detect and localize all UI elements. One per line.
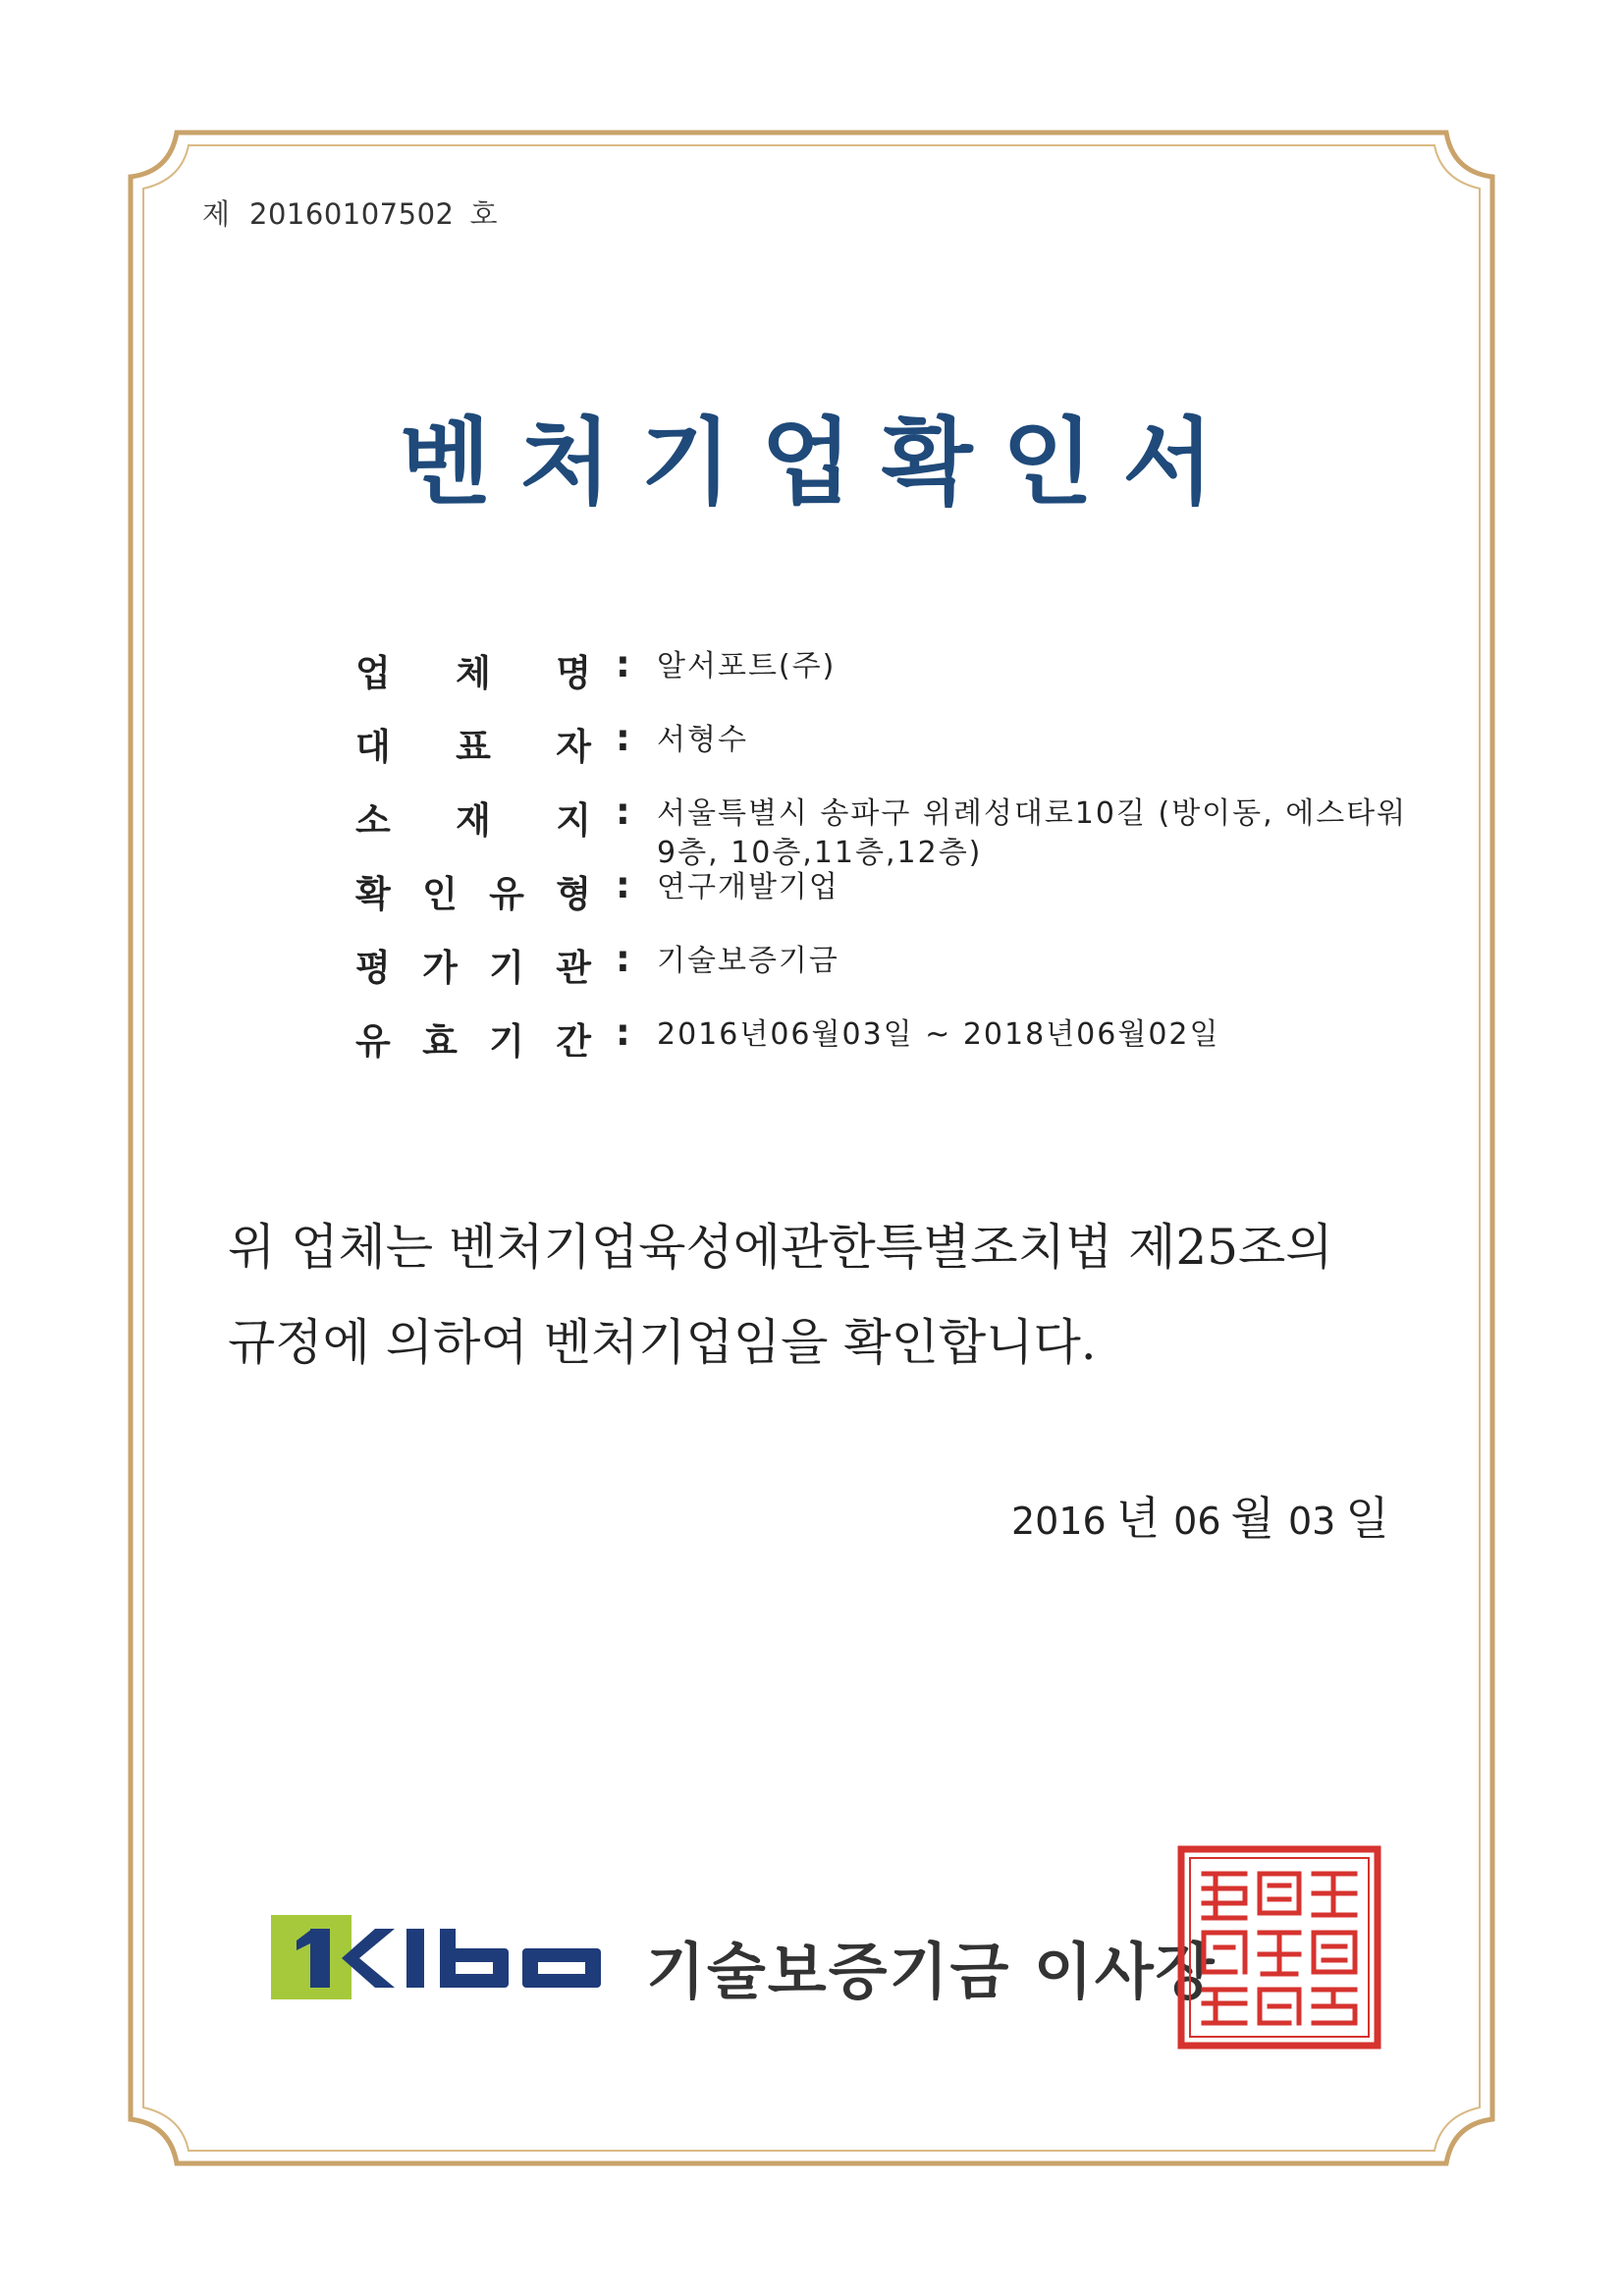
field-label: 확 인 유 형 — [355, 873, 591, 915]
field-value: 기술보증기금 — [657, 944, 839, 978]
field-label: 유 효 기 간 — [355, 1020, 591, 1063]
field-colon: : — [616, 717, 630, 759]
kibo-logo — [271, 1915, 605, 1999]
field-value: 연구개발기업 — [657, 870, 839, 904]
field-label: 대 표 자 — [355, 726, 591, 768]
field-value: 서형수 — [657, 723, 748, 757]
issue-date — [1011, 1483, 1403, 1548]
issue-day-unit: 일 — [1345, 1492, 1389, 1545]
field-label: 업 체 명 — [355, 652, 591, 694]
statement-line-2: 규정에 의하여 벤처기업임을 확인합니다. — [228, 1314, 1097, 1371]
field-label: 평 가 기 관 — [355, 947, 591, 989]
document-title: 벤처기업확인서 — [399, 407, 1244, 518]
field-colon: : — [616, 1011, 630, 1054]
field-colon: : — [616, 864, 630, 906]
field-value: 2016년06월03일 ~ 2018년06월02일 — [657, 1017, 1220, 1052]
certificate-number — [202, 192, 498, 233]
field-colon: : — [616, 643, 630, 685]
field-colon: : — [616, 938, 630, 980]
issue-day: 03 — [1287, 1500, 1336, 1543]
confirmation-statement — [228, 1200, 1445, 1391]
field-evaluating-agency — [355, 938, 1435, 997]
field-company-name — [355, 643, 1435, 702]
field-value: 서울특별시 송파구 위례성대로10길 (방이동, 에스타워 9층, 10층,11층,12층) — [657, 796, 1408, 870]
field-address — [355, 791, 1435, 869]
cert-number-prefix: 제 — [202, 197, 231, 231]
field-colon: : — [616, 791, 630, 833]
statement-line-1: 위 업체는 벤처기업육성에관한특별조치법 제25조의 — [228, 1219, 1333, 1276]
field-value: 알서포트(주) — [657, 649, 837, 683]
issuer-name: 기술보증기금 이사장 — [646, 1936, 1217, 2007]
field-representative — [355, 717, 1435, 776]
field-validity-period — [355, 1011, 1435, 1070]
field-label: 소 재 지 — [355, 799, 591, 842]
issue-year-unit: 년 — [1115, 1492, 1161, 1545]
cert-number-value: 20160107502 — [249, 197, 455, 231]
issue-month: 06 — [1173, 1500, 1221, 1543]
cert-number-suffix: 호 — [469, 197, 498, 231]
field-confirmation-type — [355, 864, 1435, 923]
issue-month-unit: 월 — [1230, 1492, 1274, 1545]
official-seal — [1176, 1844, 1382, 2050]
issue-year: 2016 — [1011, 1500, 1107, 1543]
